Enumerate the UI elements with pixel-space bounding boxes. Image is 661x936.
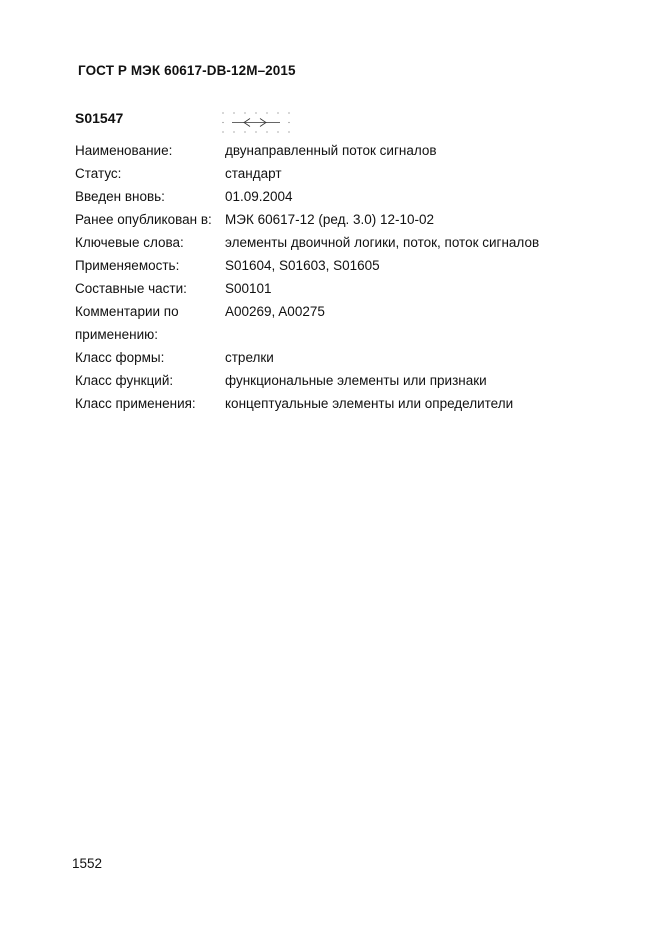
field-value: двунаправленный поток сигналов — [225, 143, 437, 158]
field-row-function-class — [75, 369, 615, 392]
field-row-components — [75, 277, 615, 300]
field-label: Класс применения: — [75, 396, 196, 411]
bidirectional-signal-flow-icon — [220, 108, 296, 136]
field-label: Составные части: — [75, 281, 187, 296]
field-value: стандарт — [225, 166, 282, 181]
field-label: Статус: — [75, 166, 122, 181]
field-row-keywords — [75, 231, 615, 254]
field-row-application-notes — [75, 300, 615, 346]
field-row-introduced — [75, 185, 615, 208]
page-number: 1552 — [72, 856, 103, 871]
field-label: Наименование: — [75, 143, 173, 158]
field-label: Класс функций: — [75, 373, 174, 388]
symbol-code: S01547 — [75, 110, 124, 126]
field-label: Ранее опубликован в: — [75, 212, 212, 227]
field-label: Комментарии по применению: — [75, 304, 179, 342]
field-value: 01.09.2004 — [225, 189, 293, 204]
field-value: A00269, A00275 — [225, 304, 325, 319]
field-value: МЭК 60617-12 (ред. 3.0) 12-10-02 — [225, 212, 435, 227]
field-value: концептуальные элементы или определители — [225, 396, 514, 411]
field-row-application-class — [75, 392, 615, 415]
field-label: Ключевые слова: — [75, 235, 184, 250]
field-row-applicability — [75, 254, 615, 277]
field-row-status — [75, 162, 615, 185]
field-value: S00101 — [225, 281, 272, 296]
field-row-previously-published — [75, 208, 615, 231]
field-label: Применяемость: — [75, 258, 180, 273]
field-label: Класс формы: — [75, 350, 165, 365]
document-header: ГОСТ Р МЭК 60617-DB-12M–2015 — [78, 63, 296, 78]
field-value: S01604, S01603, S01605 — [225, 258, 380, 273]
field-value: элементы двоичной логики, поток, поток сигналов — [225, 235, 540, 250]
field-row-shape-class — [75, 346, 615, 369]
field-row-name — [75, 139, 615, 162]
field-value: функциональные элементы или признаки — [225, 373, 487, 388]
field-label: Введен вновь: — [75, 189, 165, 204]
field-value: стрелки — [225, 350, 274, 365]
field-list — [75, 139, 615, 415]
